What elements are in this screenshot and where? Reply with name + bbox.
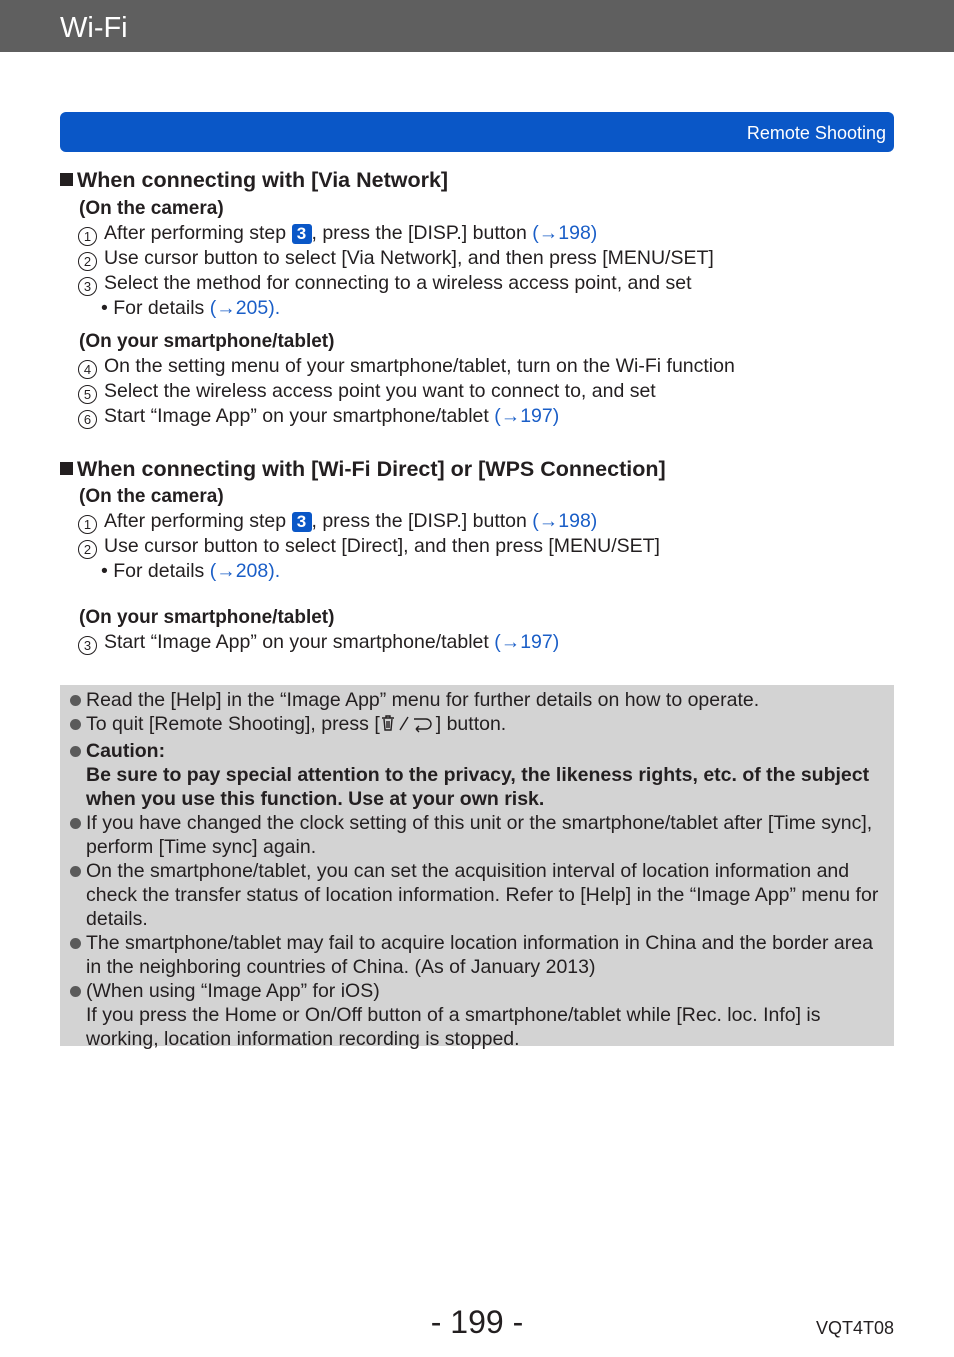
note-china: The smartphone/tablet may fail to acquire location information in China and the border area in the neighboring countries of China. (As of January 2013) <box>60 931 894 979</box>
note-location-interval: On the smartphone/tablet, you can set the acquisition interval of location information and check the transfer status of location information. Refer to [Help] in the “Image App” menu for details. <box>60 859 894 931</box>
step-2: 2 Use cursor button to select [Via Network], and then press [MENU/SET] <box>78 246 894 271</box>
step-3: 3 Start “Image App” on your smartphone/tablet (→197) <box>78 630 894 655</box>
note-quit: To quit [Remote Shooting], press [ ] button. <box>60 712 894 739</box>
bullet-dot-icon <box>70 719 81 730</box>
number-2-icon: 2 <box>78 540 97 559</box>
step-2: 2 Use cursor button to select [Direct], and then press [MENU/SET] <box>78 534 894 559</box>
link-197[interactable]: (→197) <box>494 631 560 653</box>
step-3-badge: 3 <box>292 224 312 244</box>
link-205[interactable]: (→205). <box>209 297 281 319</box>
phone-label: (On your smartphone/tablet) <box>79 331 335 352</box>
note-ios: (When using “Image App” for iOS) If you press the Home or On/Off button of a smartphone/tablet while [Rec. loc. Info] is working, location information recording is stopped. <box>60 979 894 1051</box>
link-198[interactable]: (→198) <box>532 222 598 244</box>
direct-section <box>60 455 894 655</box>
section-bar <box>60 112 894 152</box>
header-bar <box>0 0 954 52</box>
details-line: • For details (→205). <box>101 297 281 319</box>
step-5: 5 Select the wireless access point you want to connect to, and set <box>78 379 894 404</box>
phone-label: (On your smartphone/tablet) <box>79 607 335 628</box>
bullet-dot-icon <box>70 746 81 757</box>
step-3: 3 Select the method for connecting to a wireless access point, and set <box>78 271 894 296</box>
step-4: 4 On the setting menu of your smartphone/tablet, turn on the Wi-Fi function <box>78 354 894 379</box>
bullet-dot-icon <box>70 866 81 877</box>
step-6: 6 Start “Image App” on your smartphone/tablet (→197) <box>78 404 894 429</box>
bullet-dot-icon <box>70 695 81 706</box>
number-1-icon: 1 <box>78 227 97 246</box>
document-code: VQT4T08 <box>815 1318 894 1338</box>
step-3-badge: 3 <box>292 512 312 532</box>
page-number: - 199 - <box>430 1304 524 1340</box>
step-1: 1 After performing step 3 , press the [DISP.] button (→198) <box>78 509 894 534</box>
number-5-icon: 5 <box>78 385 97 404</box>
number-3-icon: 3 <box>78 636 97 655</box>
square-bullet-icon <box>60 462 73 475</box>
bullet-dot-icon <box>70 818 81 829</box>
note-caution: Caution: Be sure to pay special attention to the privacy, the likeness rights, etc. of the subject when you use this function. Use at your own risk. <box>60 739 894 811</box>
details-line: • For details (→208). <box>101 560 281 582</box>
chapter-title: Wi-Fi <box>60 12 128 44</box>
via-network-section <box>60 166 894 429</box>
link-197[interactable]: (→197) <box>494 405 560 427</box>
via-network-heading: When connecting with [Via Network] <box>60 166 894 194</box>
note-time-sync: If you have changed the clock setting of this unit or the smartphone/tablet after [Time sync], perform [Time sync] again. <box>60 811 894 859</box>
square-bullet-icon <box>60 173 73 186</box>
section-label: Remote Shooting <box>746 123 886 143</box>
number-1-icon: 1 <box>78 515 97 534</box>
number-6-icon: 6 <box>78 410 97 429</box>
number-2-icon: 2 <box>78 252 97 271</box>
camera-label: (On the camera) <box>79 198 224 219</box>
note-help: Read the [Help] in the “Image App” menu for further details on how to operate. <box>60 688 894 712</box>
step-1: 1 After performing step 3 , press the [DISP.] button (→198) <box>78 221 894 246</box>
link-208[interactable]: (→208). <box>209 560 281 582</box>
notes-box <box>60 685 894 1050</box>
link-198[interactable]: (→198) <box>532 510 598 532</box>
bullet-dot-icon <box>70 938 81 949</box>
bullet-dot-icon <box>70 986 81 997</box>
number-4-icon: 4 <box>78 360 97 379</box>
direct-heading: When connecting with [Wi-Fi Direct] or [WPS Connection] <box>60 455 894 483</box>
camera-label: (On the camera) <box>79 486 224 507</box>
number-3-icon: 3 <box>78 277 97 296</box>
trash-return-button-icon <box>380 713 436 739</box>
